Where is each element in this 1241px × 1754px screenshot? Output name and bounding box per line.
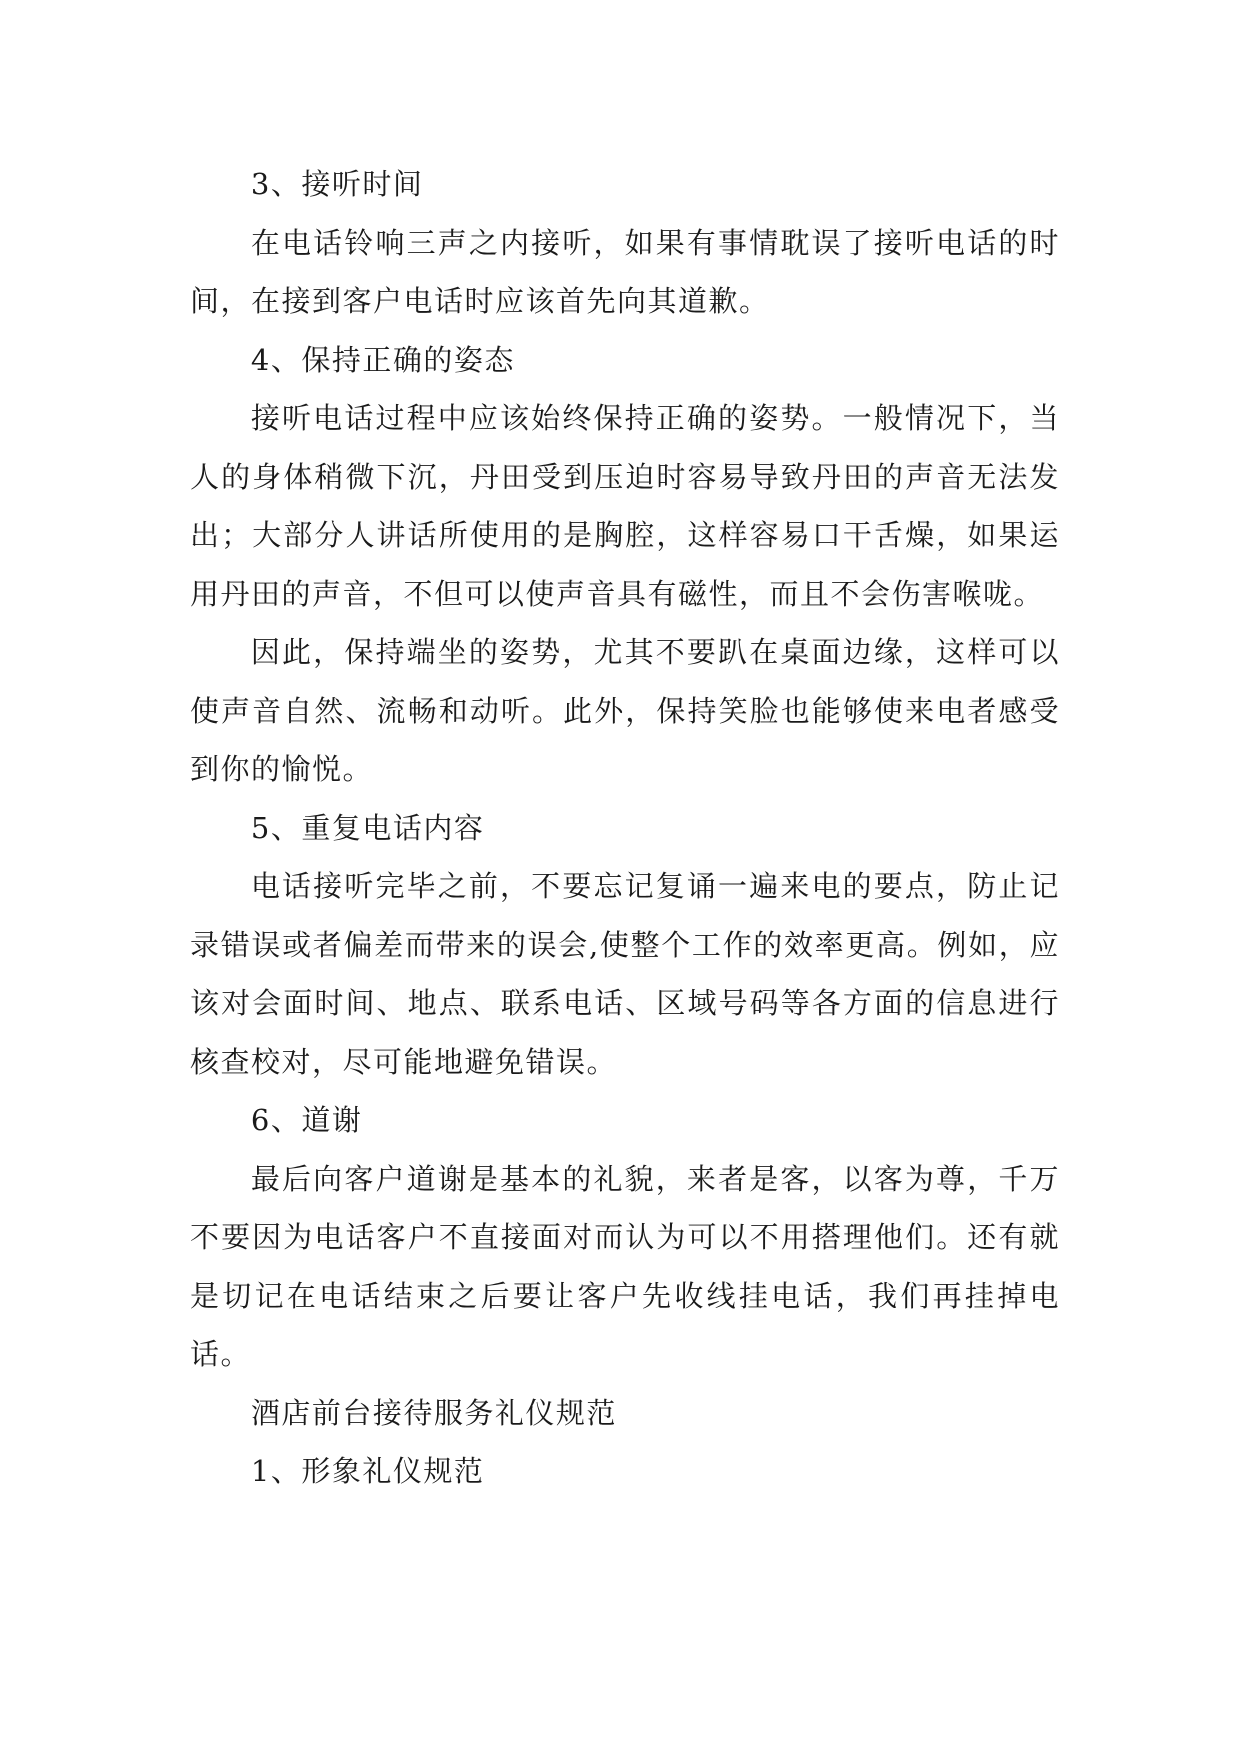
section-heading-thanks: 6、道谢 (250, 1103, 363, 1137)
section-heading-image-etiquette: 1、形象礼仪规范 (250, 1454, 485, 1488)
section-heading-repeat: 5、重复电话内容 (250, 810, 485, 845)
paragraph-posture-cont: 因此，保持端坐的姿势，尤其不要趴在桌面边缘，这样可以使声音自然、流畅和动听。此外，保持笑脸也能够使来电者感受到你的愉悦。 (190, 635, 1060, 786)
section-title-front-desk: 酒店前台接待服务礼仪规范 (250, 1395, 617, 1430)
paragraph-repeat: 电话接听完毕之前，不要忘记复诵一遍来电的要点，防止记录错误或者偏差而带来的误会,使整个工作的效率更高。例如，应该对会面时间、地点、联系电话、区域号码等各方面的信息进行核查校对，尽可能地避免错误。 (190, 869, 1060, 1079)
document-body (190, 155, 1060, 1501)
paragraph-answer-time: 在电话铃响三声之内接听，如果有事情耽误了接听电话的时间，在接到客户电话时应该首先向其道歉。 (190, 225, 1060, 318)
paragraph-thanks: 最后向客户道谢是基本的礼貌，来者是客，以客为尊，千万不要因为电话客户不直接面对而认为可以不用搭理他们。还有就是切记在电话结束之后要让客户先收线挂电话，我们再挂掉电话。 (190, 1161, 1060, 1371)
section-heading-answer-time: 3、接听时间 (250, 167, 424, 201)
paragraph-posture: 接听电话过程中应该始终保持正确的姿势。一般情况下，当人的身体稍微下沉，丹田受到压迫时容易导致丹田的声音无法发出；大部分人讲话所使用的是胸腔，这样容易口干舌燥，如果运用丹田的声音，不但可以使声音具有磁性，而且不会伤害喉咙。 (190, 401, 1060, 611)
section-heading-posture: 4、保持正确的姿态 (250, 342, 515, 377)
